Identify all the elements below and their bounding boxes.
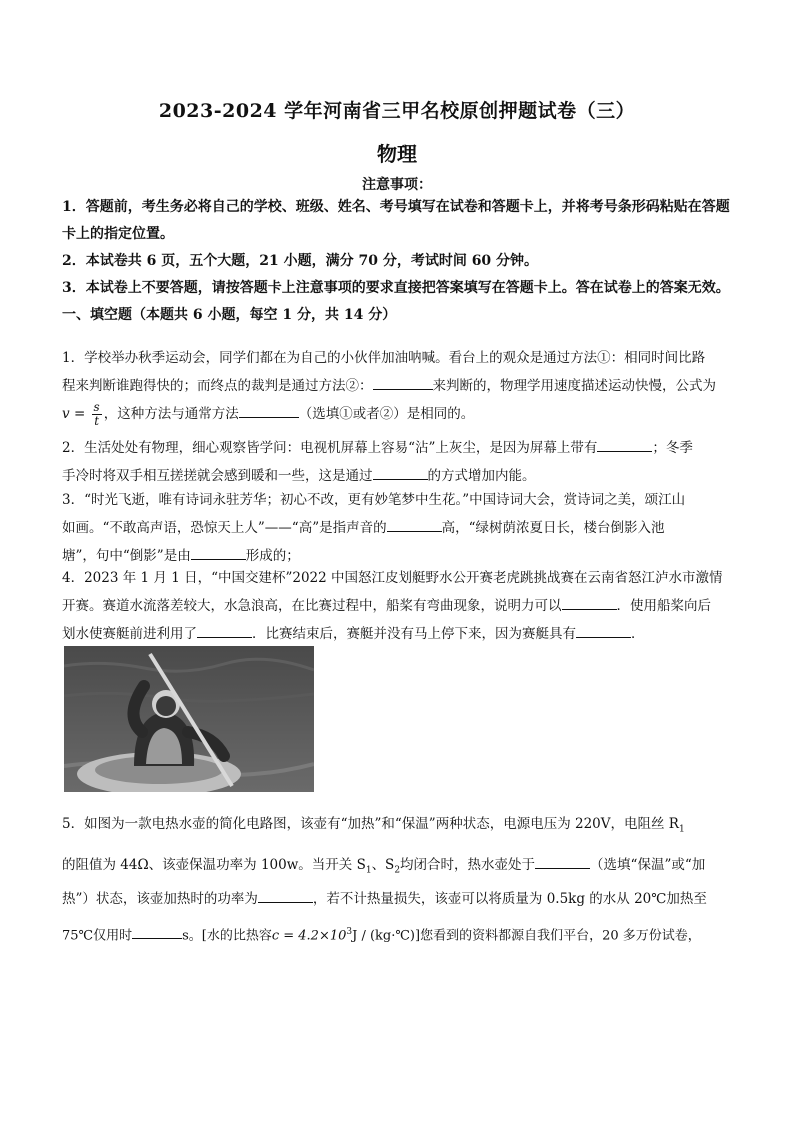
answer-blank [535,854,590,869]
q4-line2: 开赛。赛道水流落差较大，水急浪高，在比赛过程中，船桨有弯曲现象，说明力可以 ．使用船桨向后 [62,592,738,620]
q3-line3: 塘”，句中“倒影”是由 形成的； [62,542,738,570]
question-2 [62,434,738,490]
answer-blank [562,595,617,610]
notice-item: 1．答题前，考生务必将自己的学校、班级、姓名、考号填写在试卷和答题卡上，并将考号条形码粘贴在答题卡上的指定位置。 [62,199,730,242]
question-3 [62,486,738,570]
formula-eq: = [73,406,86,422]
subject-title: 物理 [377,142,417,166]
question-5 [62,810,742,844]
q4-line3: 划水使赛艇前进利用了 ．比赛结束后，赛艇并没有马上停下来，因为赛艇具有 ． [62,620,738,648]
formula-denominator: t [94,414,100,428]
answer-blank [258,888,313,903]
answer-blank [191,545,246,560]
notices [62,194,738,329]
answer-blank [373,375,433,390]
q2-line1: 2．生活处处有物理，细心观察皆学问：电视机屏幕上容易“沾”上灰尘，是因为屏幕上带有 ；冬季 [62,434,738,462]
q3-line2: 如画。“不敢高声语，恐惊天上人”——“高”是指声音的 高，“绿树荫浓夏日长，楼台倒影入池 [62,514,738,542]
notice-item: 3．本试卷上不要答题，请按答题卡上注意事项的要求直接把答案填写在答题卡上。答在试卷上的答案无效。 [62,280,730,296]
notice-item: 2．本试卷共 6 页，五个大题，21 小题，满分 70 分，考试时间 60 分钟。 [62,253,539,269]
heat-capacity-formula: c = 4.2×10 [271,928,347,944]
answer-blank [132,924,182,939]
answer-blank [597,437,652,452]
answer-blank [197,623,252,638]
question-4 [62,564,738,648]
q5-line4: 75℃仅用时 s。[水的比热容$c = 4.2\times 10^3J$ / (kg·℃)]您看到的资料都源自我们平台，20 多万份试卷， [62,918,742,950]
q5-line1: 5．如图为一款电热水壶的简化电路图，该壶有“加热”和“保温”两种状态，电源电压为 220V，电阻丝 $R_1$ [62,816,685,835]
answer-blank [576,623,631,638]
q4-line1: 4．2023 年 1 月 1 日，“中国交建杯”2022 中国怒江皮划艇野水公开赛老虎跳挑战赛在云南省怒江泸水市激情 [62,570,723,586]
q1-line3: v = $\frac{s}{t}$ ，这种方法与通常方法 （选填①或者②）是相同的。 [62,400,475,428]
kayak-photo-icon [64,646,314,792]
q5-line3: 热”）状态，该壶加热时的功率为 ，若不计热量损失，该壶可以将质量为 0.5kg 的水从 20℃加热至 [62,885,742,913]
exam-title: 2023-2024 学年河南省三甲名校原创押题试卷（三） [158,100,636,122]
section-heading: 一、填空题（本题共 6 小题，每空 1 分，共 14 分） [62,307,397,323]
q1-line1: 1．学校举办秋季运动会，同学们都在为自己的小伙伴加油呐喊。看台上的观众是通过方法①：相同时间比路 [62,350,706,366]
notice-heading: 注意事项： [362,177,432,193]
q5-line2: 的阻值为 44Ω、该壶保温功率为 100w。当开关 $S_1$、$S_2$均闭合时，热水壶处于 （选填“保温”或“加 [62,851,742,885]
heat-capacity-unit: J / (kg·℃) [352,928,415,944]
formula-v: v [62,406,70,422]
question-1 [62,344,738,428]
q1-line2: 程来判断谁跑得快的；而终点的裁判是通过方法②： 来判断的，物理学用速度描述运动快慢，公式为 [62,372,738,400]
answer-blank [387,517,442,532]
q2-line2: 手冷时将双手相互搓搓就会感到暖和一些，这是通过 的方式增加内能。 [62,462,738,490]
answer-blank [373,465,428,480]
formula-numerator: s [93,400,100,414]
formula-fraction [92,401,102,428]
kayak-photo [64,646,314,792]
answer-blank [239,403,299,418]
q3-line1: 3．“时光飞逝，唯有诗词永驻芳华；初心不改，更有妙笔梦中生花。”中国诗词大会，赏诗词之美，颂江山 [62,492,686,508]
